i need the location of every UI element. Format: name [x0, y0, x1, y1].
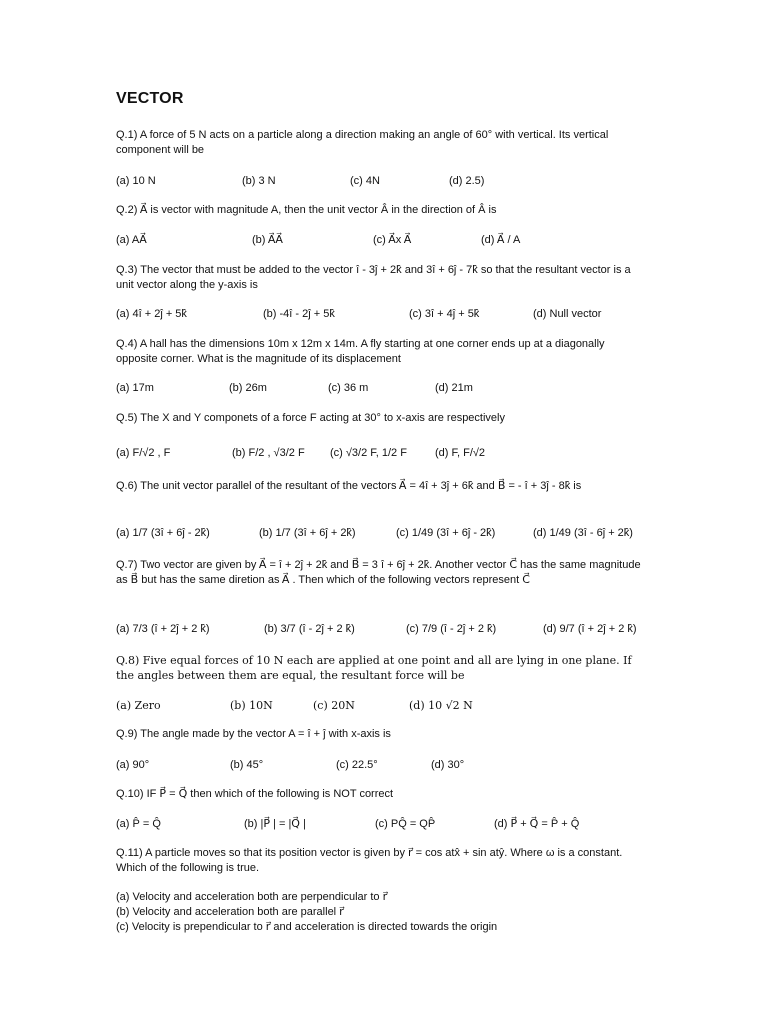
question-3-option-d: (d) Null vector: [533, 308, 602, 320]
question-6-text: Q.6) The unit vector parallel of the resultant of the vectors A⃗ = 4î + 3ĵ + 6k̂ and B⃗ = - î + 3ĵ - 8k̂ is: [116, 480, 582, 492]
question-6-option-d: (d) 1/49 (3î - 6ĵ + 2k̂): [533, 527, 633, 539]
question-9-text: Q.9) The angle made by the vector A = î + ĵ with x-axis is: [116, 728, 391, 740]
question-6-option-b: (b) 1/7 (3î + 6ĵ + 2k̂): [259, 527, 356, 539]
question-7-text: Q.7) Two vector are given by A⃗ = î + 2ĵ + 2k̂ and B⃗ = 3 î + 6ĵ + 2k̂. Another vector C⃗ has the same magnitude as B⃗ but has the same diretion as A⃗ . Then which of the following vectors represent C⃗: [116, 559, 641, 586]
question-1-option-d: (d) 2.5): [449, 175, 485, 187]
question-10-option-a: (a) P̂ = Q̂: [116, 818, 161, 830]
question-11-option-a: (a) Velocity and acceleration both are perpendicular to r⃗: [116, 891, 388, 903]
question-4-option-b: (b) 26m: [229, 382, 267, 394]
question-8-option-c: (c) 20N: [313, 699, 355, 712]
question-8-option-b: (b) 10N: [230, 699, 273, 712]
question-9-option-c: (c) 22.5°: [336, 759, 378, 771]
question-9-option-a: (a) 90°: [116, 759, 150, 771]
question-7-option-b: (b) 3/7 (î - 2ĵ + 2 k̂): [264, 623, 355, 635]
question-11-option-b: (b) Velocity and acceleration both are parallel r⃗: [116, 906, 344, 918]
question-10-text: Q.10) IF P⃗ = Q⃗ then which of the following is NOT correct: [116, 788, 394, 800]
question-11-text: Q.11) A particle moves so that its position vector is given by r⃗ = cos atx̂ + sin atŷ. Where ω is a constant. Which of the following is true.: [116, 847, 623, 874]
question-8-option-a: (a) Zero: [116, 699, 161, 712]
question-5-option-a: (a) F/√2 , F: [116, 447, 171, 459]
question-1-text: Q.1) A force of 5 N acts on a particle along a direction making an angle of 60° with vertical. Its vertical component will be: [116, 129, 609, 156]
question-7-option-a: (a) 7/3 (î + 2ĵ + 2 k̂): [116, 623, 210, 635]
question-5-text: Q.5) The X and Y componets of a force F acting at 30° to x-axis are respectively: [116, 412, 505, 424]
question-3-option-b: (b) -4î - 2ĵ + 5k̂: [263, 308, 335, 320]
question-2-text: Q.2) A⃗ is vector with magnitude A, then the unit vector Â in the direction of Â is: [116, 204, 497, 216]
question-3-option-a: (a) 4î + 2ĵ + 5k̂: [116, 308, 187, 320]
question-11-option-c: (c) Velocity is prependicular to r⃗ and acceleration is directed towards the origin: [116, 921, 498, 933]
question-2-option-b: (b) A⃗A⃗: [252, 234, 283, 246]
question-2-option-c: (c) A⃗x A⃗: [373, 234, 412, 246]
question-4-text: Q.4) A hall has the dimensions 10m x 12m x 14m. A fly starting at one corner ends up at a diagonally opposite corner. What is the magnitude of its displacement: [116, 338, 605, 365]
question-6-option-a: (a) 1/7 (3î + 6ĵ - 2k̂): [116, 527, 210, 539]
question-1-option-b: (b) 3 N: [242, 175, 276, 187]
question-4-option-d: (d) 21m: [435, 382, 473, 394]
page-title: VECTOR: [116, 90, 184, 107]
question-7-option-d: (d) 9/7 (î + 2ĵ + 2 k̂): [543, 623, 637, 635]
question-9-option-d: (d) 30°: [431, 759, 465, 771]
question-7-option-c: (c) 7/9 (î - 2ĵ + 2 k̂): [406, 623, 497, 635]
question-10-option-d: (d) P⃗ + Q⃗ = P̂ + Q̂: [494, 818, 580, 830]
question-5-option-d: (d) F, F/√2: [435, 447, 486, 459]
question-8-option-d: (d) 10 √2 N: [409, 699, 473, 712]
question-4-option-c: (c) 36 m: [328, 382, 369, 394]
question-4-option-a: (a) 17m: [116, 382, 154, 394]
question-8-text: Q.8) Five equal forces of 10 N each are applied at one point and all are lying in one plane. If the angles between them are equal, the resultant force will be: [116, 654, 632, 682]
question-10-option-c: (c) PQ̂ = QP̂: [375, 818, 436, 830]
question-9-option-b: (b) 45°: [230, 759, 264, 771]
question-2-option-d: (d) A⃗ / A: [481, 234, 521, 246]
question-3-text: Q.3) The vector that must be added to the vector î - 3ĵ + 2k̂ and 3î + 6ĵ - 7k̂ so that the resultant vector is a unit vector along the y-axis is: [116, 264, 631, 291]
question-5-option-c: (c) √3/2 F, 1/2 F: [330, 447, 407, 459]
question-2-option-a: (a) AA⃗: [116, 234, 147, 246]
question-1-option-c: (c) 4N: [350, 175, 380, 187]
question-10-option-b: (b) |P⃗ | = |Q⃗ |: [244, 818, 306, 830]
question-6-option-c: (c) 1/49 (3î + 6ĵ - 2k̂): [396, 527, 496, 539]
question-1-option-a: (a) 10 N: [116, 175, 156, 187]
question-5-option-b: (b) F/2 , √3/2 F: [232, 447, 305, 459]
question-3-option-c: (c) 3î + 4ĵ + 5k̂: [409, 308, 480, 320]
